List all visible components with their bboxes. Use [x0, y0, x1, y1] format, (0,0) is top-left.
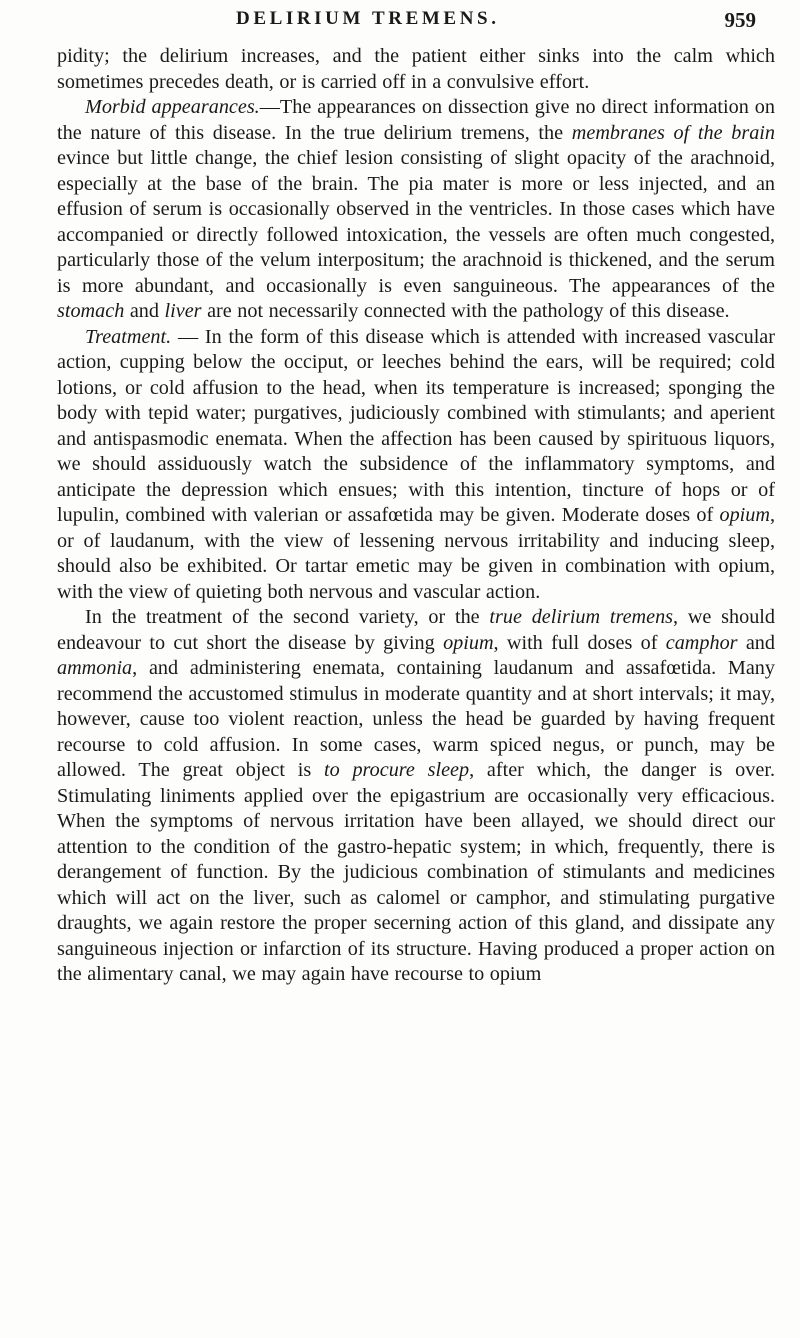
- emphasis-text: stomach: [57, 300, 125, 322]
- paragraph-text: In the treatment of the second variety, or the: [85, 606, 490, 628]
- page-body: [57, 44, 775, 988]
- paragraph-text: , or of laudanum, with the view of lessening nervous irritability and inducing sleep, should also be exhibited. Or tartar emetic may be given in combination with opium, with the view of quieting both nervous and vascular action.: [57, 504, 775, 603]
- emphasis-text: opium: [443, 631, 494, 654]
- paragraph-text: , after which, the danger is over. Stimulating liniments applied over the epigastrium are occasionally very efficacious. When the symptoms of nervous irritation have been allayed, we should direct our attention to the condition of the gastro-hepatic system; in which, frequently, there is derangement of function. By the judicious combination of stimulants and medicines which will act on the liver, such as calomel or camphor, and stimulating purgative draughts, we again restore the proper secerning action of this gland, and dissipate any sanguineous injection or infarction of its structure. Having produced a proper action on the alimentary canal, we may again have recourse to opium: [57, 759, 775, 985]
- emphasis-text: ammonia: [57, 657, 133, 679]
- paragraph-text: — In the form of this disease which is attended with increased vascular action, cupping below the occiput, or leeches behind the ears, will be required; cold lotions, or cold affusion to the head, when its temperature is increased; sponging the body with tepid water; purgatives, judiciously combined with stimulants; and aperient and antispasmodic enemata. When the affection has been caused by spirituous liquors, we should assiduously watch the subsidence of the inflammatory symptoms, and anticipate the depression which ensues; with this intention, tincture of hops or of lupulin, combined with valerian or assafœtida may be given. Moderate doses of: [57, 325, 775, 526]
- emphasis-text: opium: [719, 504, 770, 526]
- section-heading-morbid-appearances: Morbid appearances.: [85, 96, 260, 118]
- paragraph-text: —The appearances on dissection give no direct information on the nature of this disease. In the true delirium tremens, the: [57, 96, 775, 144]
- emphasis-text: true delirium tremens: [489, 606, 674, 628]
- paragraph-treatment: [57, 325, 775, 606]
- emphasis-text: to procure sleep: [323, 759, 470, 781]
- emphasis-text: camphor: [665, 631, 738, 654]
- paragraph-morbid-appearances: [57, 95, 775, 325]
- paragraph-text: , with full doses of: [493, 631, 666, 654]
- running-title: DELIRIUM TREMENS.: [236, 8, 500, 29]
- paragraph-second-variety: [57, 605, 775, 988]
- paragraph-text: and: [737, 631, 775, 654]
- page-number: 959: [724, 8, 756, 32]
- emphasis-text: membranes of the brain: [571, 121, 775, 144]
- paragraph-text: , we should endeavour to cut short the disease by giving: [57, 606, 775, 654]
- paragraph-text: are not necessarily connected with the pathology of this disease.: [201, 300, 730, 322]
- section-heading-treatment: Treatment.: [85, 325, 172, 348]
- paragraph-text: and: [124, 300, 165, 322]
- paragraph-continuation: [57, 44, 775, 95]
- paragraph-text: evince but little change, the chief lesion consisting of slight opacity of the arachnoid, especially at the base of the brain. The pia mater is more or less injected, and an effusion of serum is occasionally observed in the ventricles. In those cases which have accompanied or directly followed intoxication, the vessels are often much congested, particularly those of the velum interpositum; the arachnoid is thickened, and the serum is more abundant, and occasionally is even sanguineous. The appearances of the: [57, 147, 775, 297]
- paragraph-text: pidity; the delirium increases, and the patient either sinks into the calm which sometimes precedes death, or is carried off in a convulsive effort.: [57, 45, 775, 93]
- paragraph-text: , and administering enemata, containing laudanum and assafœtida. Many recommend the accustomed stimulus in moderate quantity and at short intervals; it may, however, cause too violent reaction, unless the head be guarded by having frequent recourse to cold affusion. In some cases, warm spiced negus, or punch, may be allowed. The great object is: [57, 657, 775, 781]
- emphasis-text: liver: [164, 300, 202, 322]
- running-head: [236, 8, 796, 38]
